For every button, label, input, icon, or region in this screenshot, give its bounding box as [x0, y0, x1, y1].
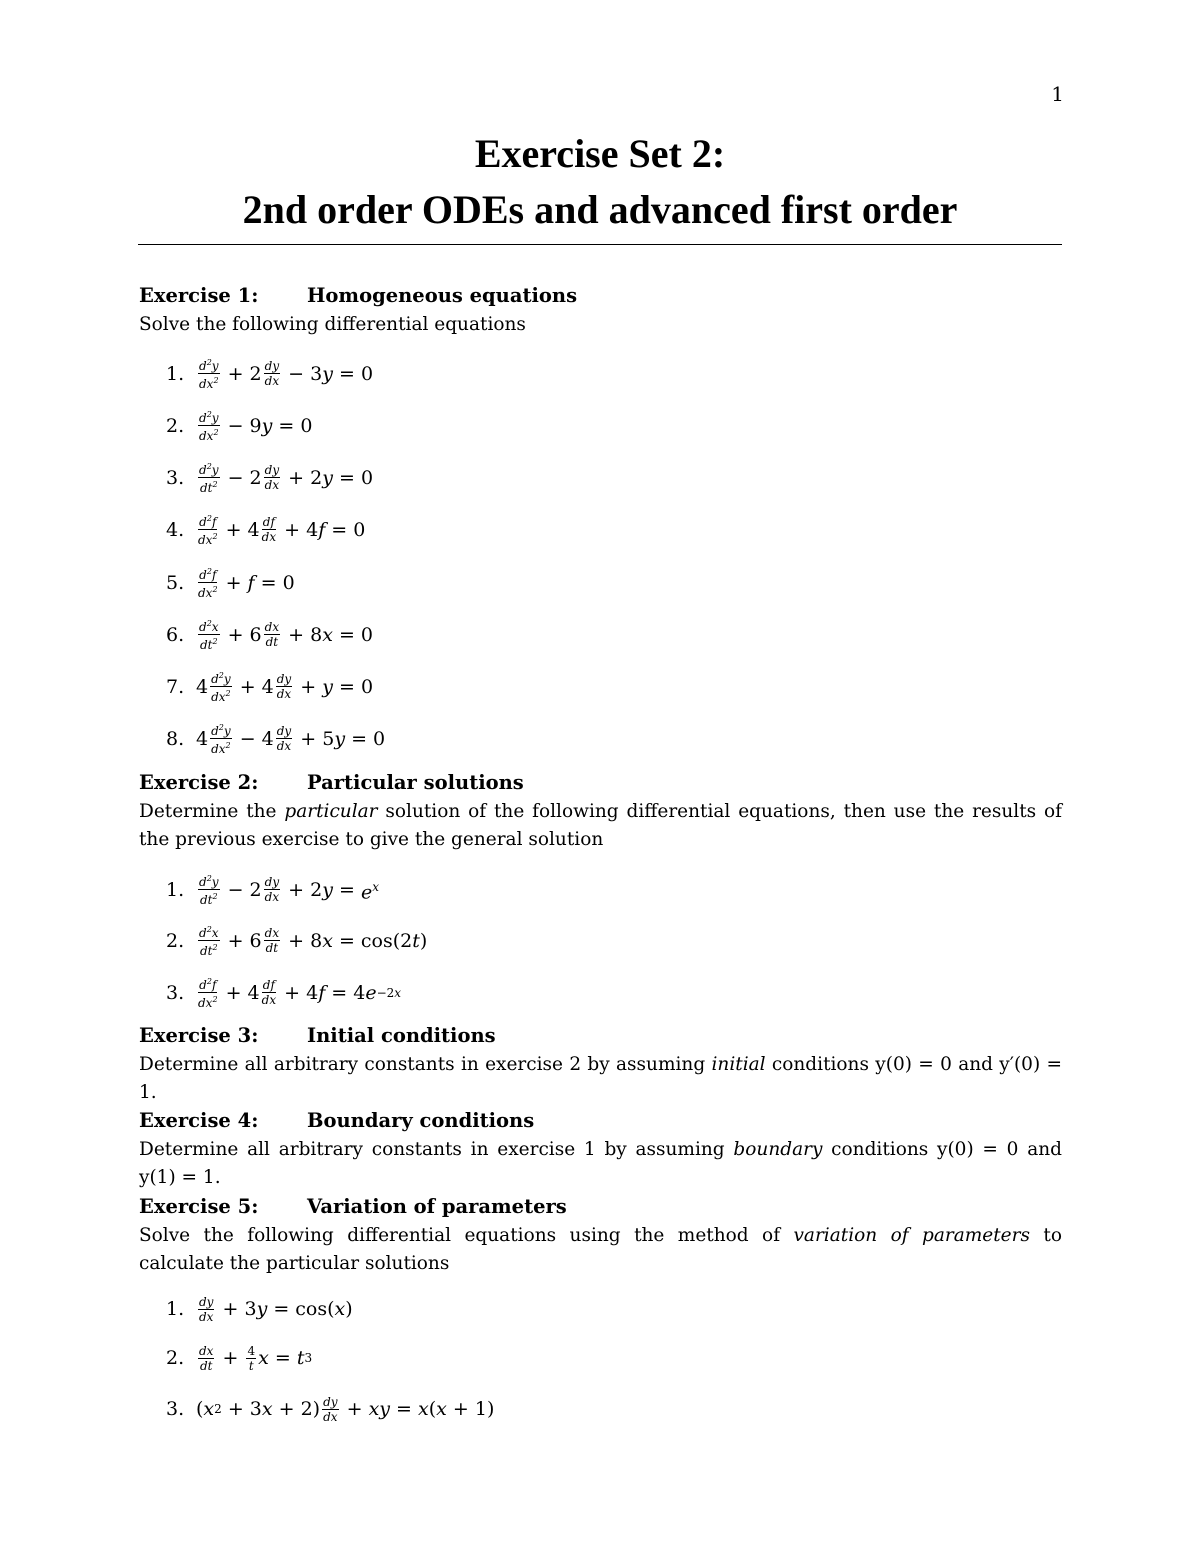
- exercise-text: Solve the following differential equations using the method of variation of parameters to calculate the particular solutions: [139, 1224, 1062, 1274]
- fraction: $\frac{d^2f}{dx^2}$: [198, 567, 218, 600]
- equation-item: 2. $\frac{d^2y}{dx^2}$ − 9 y = 0: [166, 410, 313, 443]
- fraction: $\frac{d^2x}{dt^2}$: [199, 619, 219, 652]
- exercise-heading: [139, 1193, 1062, 1222]
- fraction: $\frac{d^2y}{dx^2}$: [211, 723, 231, 756]
- fraction: $\frac{dx}{dt}$: [264, 620, 280, 649]
- fraction: $\frac{d^2f}{dx^2}$: [198, 514, 218, 547]
- item-number: 8.: [166, 727, 185, 750]
- exercise-number: Exercise 2:: [139, 771, 259, 794]
- exercise-intro: Determine the particular solution of the following differential equations, then use the results of the previous exercise to give the general solution: [139, 800, 1062, 850]
- fraction: $\frac{dy}{dx}$: [323, 1394, 338, 1424]
- item-number: 1.: [166, 362, 185, 385]
- exercise-text: Determine all arbitrary constants in exercise 2 by assuming initial conditions y(0) = 0 and y′(0) = 1.: [139, 1053, 1062, 1103]
- exercise-title: Boundary conditions: [307, 1109, 535, 1132]
- item-number: 1.: [166, 878, 185, 901]
- equation-item: 2. $\frac{d^2x}{dt^2}$ + 6 $\frac{dx}{dt}$ + 8 x = cos(2 t ): [166, 925, 428, 958]
- fraction: $\frac{dx}{dt}$: [199, 1343, 214, 1373]
- equation-item: 4. $\frac{d^2f}{dx^2}$ + 4 $\frac{df}{dx}$ + 4 f = 0: [166, 514, 366, 547]
- fraction: $\frac{df}{dx}$: [261, 515, 277, 544]
- fraction: $\frac{4}{t}$: [247, 1343, 256, 1373]
- fraction: $\frac{dy}{dx}$: [264, 463, 280, 492]
- item-number: 3.: [166, 981, 185, 1004]
- item-number: 3.: [166, 466, 185, 489]
- exercise-heading: [139, 282, 1062, 311]
- title-rule: [138, 244, 1062, 245]
- equation-item: 3. $\frac{d^2f}{dx^2}$ + 4 $\frac{df}{dx}$ + 4 f = 4 e −2x: [166, 977, 402, 1010]
- fraction: $\frac{d^2f}{dx^2}$: [198, 977, 218, 1010]
- equation-item: 2. $\frac{dx}{dt}$ + $\frac{4}{t}$ x = t 3: [166, 1343, 313, 1373]
- exercise-1-header: [139, 282, 1062, 339]
- item-number: 2.: [166, 414, 185, 437]
- item-number: 4.: [166, 518, 185, 541]
- exercise-title: Particular solutions: [307, 771, 524, 794]
- exercise-3: [139, 1022, 1062, 1108]
- exercise-number: Exercise 1:: [139, 284, 259, 307]
- equation-item: 1. $\frac{dy}{dx}$ + 3 y = cos( x ): [166, 1294, 353, 1324]
- item-number: 1.: [166, 1298, 185, 1320]
- fraction: $\frac{dy}{dx}$: [276, 724, 292, 753]
- fraction: $\frac{dy}{dx}$: [264, 875, 280, 905]
- exercise-5-header: [139, 1193, 1062, 1279]
- exercise-intro: Solve the following differential equations: [139, 313, 526, 335]
- exercise-title: Variation of parameters: [307, 1195, 567, 1218]
- exercise-title: Initial conditions: [307, 1024, 496, 1047]
- equation-item: 8. 4 $\frac{d^2y}{dx^2}$ − 4 $\frac{dy}{dx}$ + 5 y = 0: [166, 723, 386, 756]
- fraction: $\frac{dx}{dt}$: [264, 926, 280, 955]
- item-number: 6.: [166, 623, 185, 646]
- page-title: Exercise Set 2:: [474, 131, 726, 176]
- exercise-heading: [139, 769, 1062, 798]
- exercise-text: Determine all arbitrary constants in exercise 1 by assuming boundary conditions y(0) = 0 and y(1) = 1.: [139, 1138, 1062, 1188]
- fraction: $\frac{dy}{dx}$: [199, 1294, 214, 1324]
- equation-item: 3. ( x 2 + 3 x + 2) $\frac{dy}{dx}$ + xy = x ( x + 1): [166, 1394, 495, 1424]
- fraction: $\frac{dy}{dx}$: [276, 672, 292, 701]
- exercise-2-header: [139, 769, 1062, 855]
- equation-item: 1. $\frac{d^2y}{dx^2}$ + 2 $\frac{dy}{dx}$ − 3 y = 0: [166, 358, 374, 391]
- item-number: 2.: [166, 1347, 185, 1369]
- fraction: $\frac{d^2y}{dx^2}$: [199, 410, 219, 443]
- item-number: 7.: [166, 675, 185, 698]
- equation-item: 6. $\frac{d^2x}{dt^2}$ + 6 $\frac{dx}{dt}$ + 8 x = 0: [166, 619, 374, 652]
- exercise-heading: [139, 1107, 1062, 1136]
- page-subtitle: 2nd order ODEs and advanced first order: [242, 187, 958, 232]
- equation-item: 5. $\frac{d^2f}{dx^2}$ + f = 0: [166, 567, 295, 600]
- fraction: $\frac{df}{dx}$: [261, 978, 277, 1007]
- exercise-title: Homogeneous equations: [307, 284, 578, 307]
- item-number: 5.: [166, 571, 185, 594]
- exercise-4: [139, 1107, 1062, 1193]
- item-number: 3.: [166, 1398, 185, 1420]
- exercise-heading: [139, 1022, 1062, 1051]
- fraction: $\frac{d^2x}{dt^2}$: [199, 925, 219, 958]
- fraction: $\frac{d^2y}{dt^2}$: [199, 874, 219, 908]
- exercise-number: Exercise 3:: [139, 1024, 259, 1047]
- exercise-number: Exercise 5:: [139, 1195, 259, 1218]
- equation-item: 1. $\frac{d^2y}{dt^2}$ − 2 $\frac{dy}{dx}$ + 2 y = $e^x$: [166, 874, 379, 908]
- item-number: 2.: [166, 929, 185, 952]
- page-number: 1: [1051, 82, 1064, 106]
- exercise-number: Exercise 4:: [139, 1109, 259, 1132]
- equation-item: 3. $\frac{d^2y}{dt^2}$ − 2 $\frac{dy}{dx}$ + 2 y = 0: [166, 462, 374, 495]
- fraction: $\frac{d^2y}{dt^2}$: [199, 462, 219, 495]
- fraction: $\frac{d^2y}{dx^2}$: [199, 358, 219, 391]
- fraction: $\frac{dy}{dx}$: [264, 359, 280, 388]
- equation-item: 7. 4 $\frac{d^2y}{dx^2}$ + 4 $\frac{dy}{dx}$ + y = 0: [166, 671, 374, 704]
- fraction: $\frac{d^2y}{dx^2}$: [211, 671, 231, 704]
